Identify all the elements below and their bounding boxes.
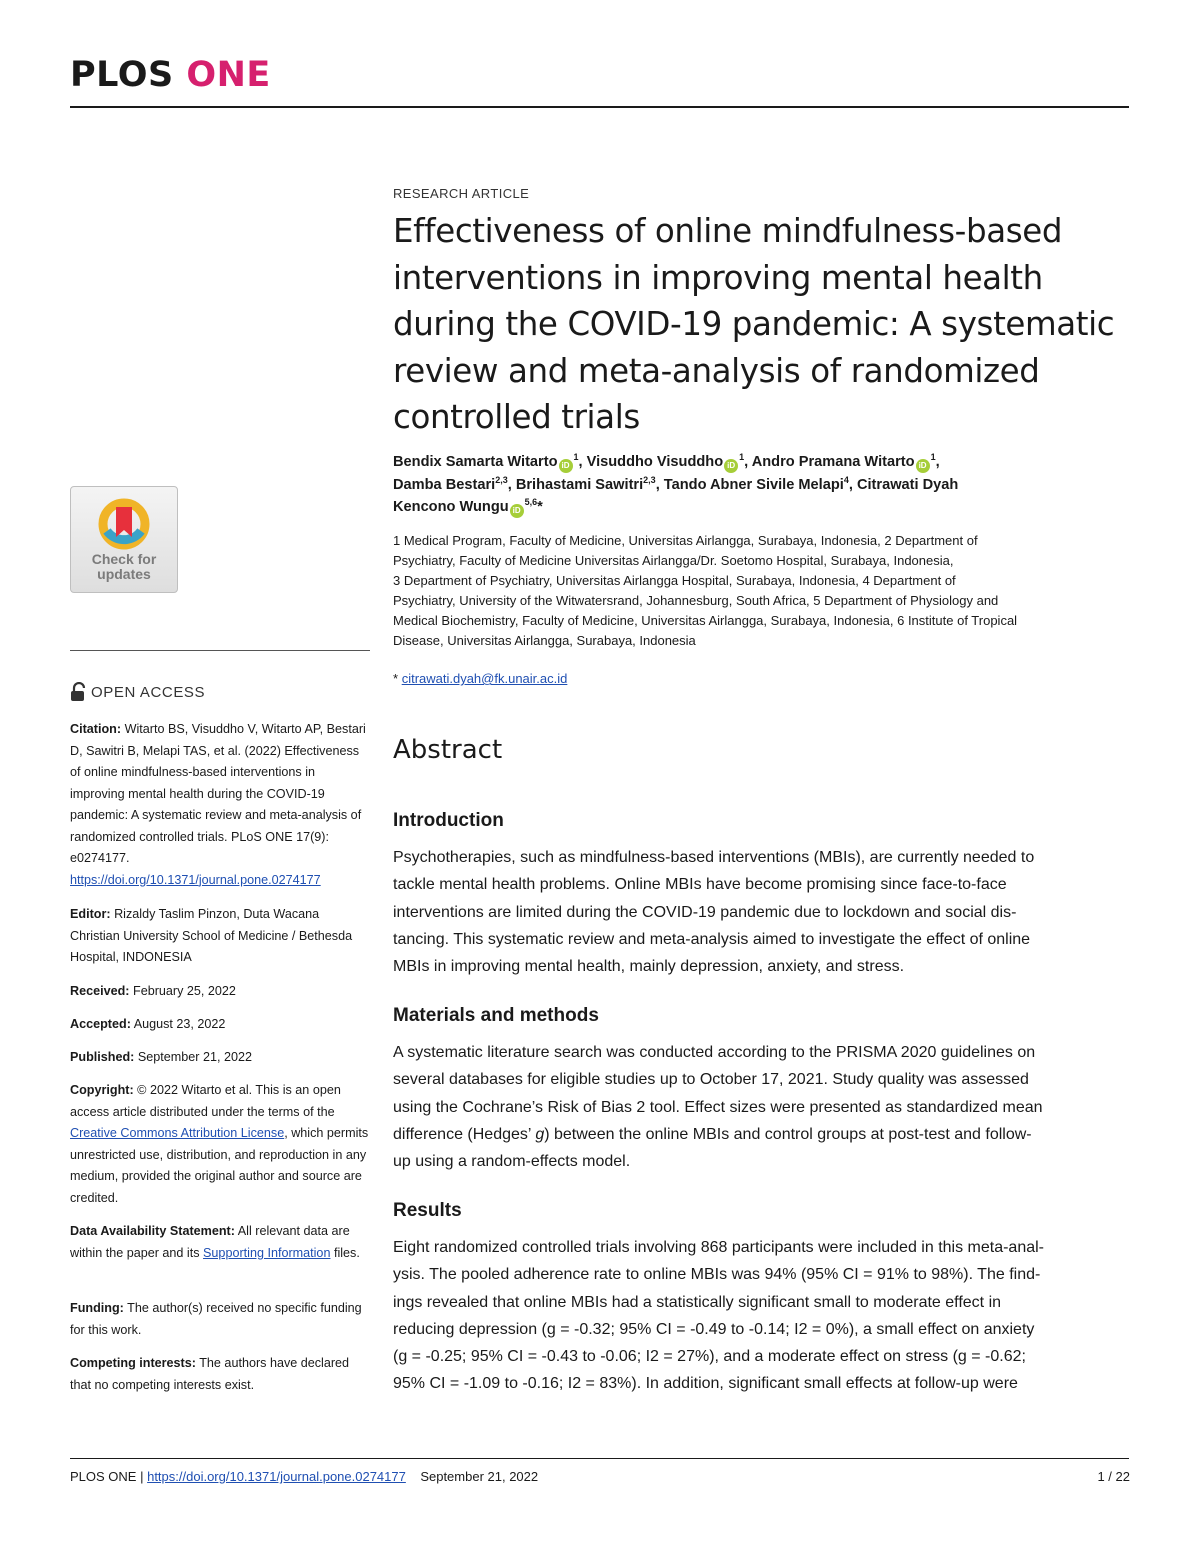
methods-text: A systematic literature search was conducted according to the PRISMA 2020 guidelines on several databases for eligible studies up to October 17, 2021. Study quality was assessed using the Cochrane’s Risk of Bias 2 tool. Effect sizes were presented as standardized mean difference (Hedges’ g) between the online MBIs and control groups at post-test and follow- up using a random-effects model. bbox=[393, 1044, 1043, 1171]
editor-block: Editor: Rizaldy Taslim Pinzon, Duta Wacana Christian University School of Medicine / Bethesda Hospital, INDONESIA bbox=[70, 907, 353, 964]
accepted-date: Accepted: August 23, 2022 bbox=[70, 1017, 226, 1031]
published-date: Published: September 21, 2022 bbox=[70, 1050, 252, 1064]
received-date: Received: February 25, 2022 bbox=[70, 984, 236, 998]
check-for-updates-badge[interactable]: Check for updates bbox=[70, 486, 178, 593]
author-name[interactable]: Bendix Samarta Witarto bbox=[393, 454, 558, 470]
author-name[interactable]: Tando Abner Sivile Melapi bbox=[663, 476, 844, 493]
results-text: Eight randomized controlled trials involving 868 participants were included in this meta-anal- ysis. The pooled adherence rate to online MBIs was 94% (95% CI = 91% to 98%). The find- ings revealed that online MBIs had a statistically significant small to moderate effect in reducing depression (g = -0.32; 95% CI = -0.49 to -0.14; I2 = 0%), a small effect on anxiety (g = -0.25; 95% CI = -0.43 to -0.06; I2 = 27%), and a moderate effect on stress (g = -0.62; 95% CI = -1.09 to -0.16; I2 = 83%). In addition, significant small effects at follow-up were bbox=[393, 1239, 1045, 1393]
open-access-label: OPEN ACCESS bbox=[70, 681, 205, 703]
orcid-icon[interactable]: iD bbox=[510, 504, 524, 518]
sidebar-divider bbox=[70, 650, 370, 651]
citation-doi-link[interactable]: https://doi.org/10.1371/journal.pone.0274177 bbox=[70, 872, 321, 887]
citation-block: Citation: Witarto BS, Visuddho V, Witarto AP, Bestari D, Sawitri B, Melapi TAS, et al. (2022) Effectiveness of online mindfulness-based interventions in improving mental health during the COVID-19 pandemic: A systematic review and meta-analysis of randomized controlled trials. PLoS ONE 17(9): e0274177. https://doi.org/10.1371/journal.pone.0274177 bbox=[70, 722, 366, 887]
introduction-heading: Introduction bbox=[393, 810, 504, 831]
crossmark-icon bbox=[97, 497, 151, 551]
author-name[interactable]: Brihastami Sawitri bbox=[515, 476, 644, 493]
introduction-text: Psychotherapies, such as mindfulness-based interventions (MBIs), are currently needed to tackle mental health problems. Online MBIs have become promising since face-to-face interventions are limited during the COVID-19 pandemic due to lockdown and social dis- tancing. This systematic review and meta-analysis aimed to investigate the effect of online MBIs in improving mental health, mainly depression, anxiety, and stress. bbox=[393, 849, 1035, 976]
funding-block: Funding: The author(s) received no specific funding for this work. bbox=[70, 1301, 362, 1337]
data-availability-block: Data Availability Statement: All relevant data are within the paper and its Supporting Information files. bbox=[70, 1224, 360, 1260]
footer-divider bbox=[70, 1458, 1129, 1459]
author-name[interactable]: Andro Pramana Witarto bbox=[751, 454, 915, 470]
orcid-icon[interactable]: iD bbox=[916, 459, 930, 473]
license-link[interactable]: Creative Commons Attribution License bbox=[70, 1126, 285, 1140]
results-heading: Results bbox=[393, 1200, 462, 1221]
methods-heading: Materials and methods bbox=[393, 1005, 599, 1026]
author-name[interactable]: Damba Bestari bbox=[393, 476, 496, 493]
article-type: RESEARCH ARTICLE bbox=[393, 186, 530, 201]
page-number: 1 / 22 bbox=[1097, 1469, 1130, 1484]
abstract-heading: Abstract bbox=[393, 735, 503, 765]
author-name[interactable]: Visuddho Visuddho bbox=[586, 454, 724, 470]
page-footer: PLOS ONE | https://doi.org/10.1371/journal.pone.0274177 September 21, 2022 bbox=[70, 1469, 539, 1484]
header-divider bbox=[70, 106, 1129, 108]
author-list: Bendix Samarta Witarto $iD^1$, Visuddho Visuddho $iD^1$, Andro Pramana Witarto $iD^1$, Damba Bestari$^{2,3}$, Brihastami Sawitri$^{2,3}$, Tando Abner Sivile Melapi$^4$, Citrawati Dyah Kencono Wungu iD$^{5,6}$* bbox=[393, 451, 1133, 519]
open-lock-icon bbox=[70, 682, 88, 702]
affiliations: 1 Medical Program, Faculty of Medicine, Universitas Airlangga, Surabaya, Indonesia, 2 Department of Psychiatry, Faculty of Medicine Universitas Airlangga/Dr. Soetomo Hospital, Surabaya, Indonesia, 3 Department of Psychiatry, Universitas Airlangga Hospital, Surabaya, Indonesia, 4 Department of Psychiatry, University of the Witwatersrand, Johannesburg, South Africa, 5 Department of Physiology and Medical Biochemistry, Faculty of Medicine, Universitas Airlangga, Surabaya, Indonesia, 6 Institute of Tropical Disease, Universitas Airlangga, Surabaya, Indonesia bbox=[393, 533, 1018, 648]
copyright-block: Copyright: © 2022 Witarto et al. This is an open access article distributed under the terms of the Creative Commons Attribution License, which permits unrestricted use, distribution, and reproduction in any medium, provided the original author and source are credited. bbox=[70, 1083, 369, 1205]
journal-logo: PLOS ONE bbox=[70, 55, 271, 95]
footer-doi-link[interactable]: https://doi.org/10.1371/journal.pone.0274177 bbox=[147, 1469, 406, 1484]
article-title: Effectiveness of online mindfulness-based interventions in improving mental health during the COVID-19 pandemic: A systematic review and meta-analysis of randomized controlled trials bbox=[393, 212, 1115, 436]
supporting-info-link[interactable]: Supporting Information bbox=[203, 1245, 331, 1260]
orcid-icon[interactable]: iD bbox=[724, 459, 738, 473]
competing-interests-block: Competing interests: The authors have declared that no competing interests exist. bbox=[70, 1356, 350, 1392]
corresponding-email: * citrawati.dyah@fk.unair.ac.id bbox=[393, 671, 568, 686]
orcid-icon[interactable]: iD bbox=[559, 459, 573, 473]
email-link[interactable]: citrawati.dyah@fk.unair.ac.id bbox=[401, 671, 568, 686]
